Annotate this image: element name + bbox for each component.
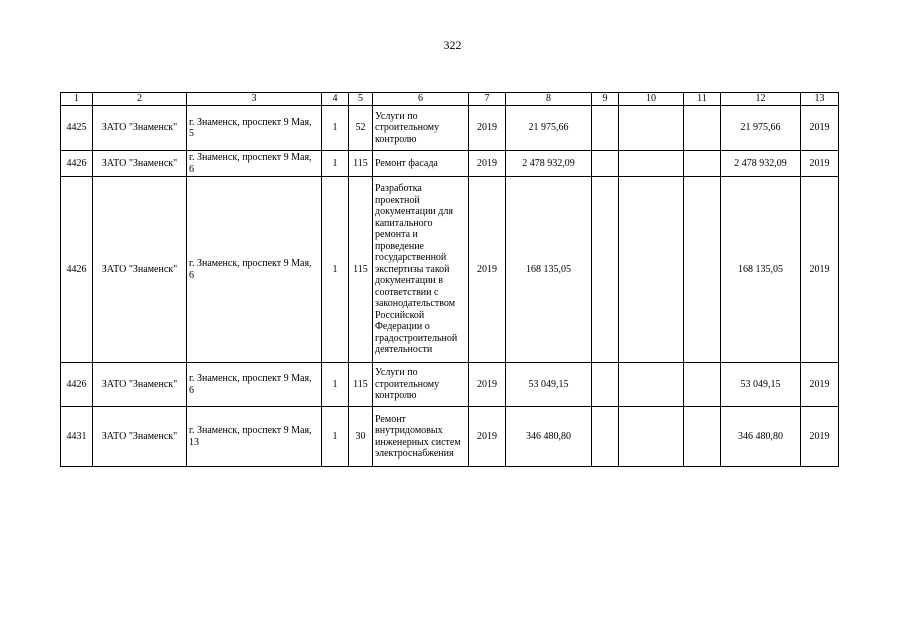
work-type: Услуги по строительному контролю — [373, 363, 469, 407]
end-year: 2019 — [801, 363, 839, 407]
municipality: ЗАТО "Знаменск" — [93, 151, 187, 177]
col-11-value — [684, 407, 721, 467]
row-number: 4425 — [61, 106, 93, 151]
work-type: Услуги по строительному контролю — [373, 106, 469, 151]
header-cell: 12 — [721, 93, 801, 106]
address: г. Знаменск, проспект 9 Мая, 6 — [187, 177, 322, 363]
header-cell: 3 — [187, 93, 322, 106]
table-row — [61, 363, 839, 407]
header-cell: 7 — [469, 93, 506, 106]
col-11-value — [684, 151, 721, 177]
row-number: 4426 — [61, 363, 93, 407]
col-4-value: 1 — [322, 407, 349, 467]
header-row — [61, 93, 839, 106]
col-11-value — [684, 177, 721, 363]
col-11-value — [684, 363, 721, 407]
col-9-value — [592, 177, 619, 363]
address: г. Знаменск, проспект 9 Мая, 6 — [187, 363, 322, 407]
year: 2019 — [469, 363, 506, 407]
address: г. Знаменск, проспект 9 Мая, 13 — [187, 407, 322, 467]
municipality: ЗАТО "Знаменск" — [93, 106, 187, 151]
col-5-value: 52 — [349, 106, 373, 151]
year: 2019 — [469, 106, 506, 151]
col-10-value — [619, 151, 684, 177]
col-5-value: 115 — [349, 363, 373, 407]
end-year: 2019 — [801, 407, 839, 467]
end-year: 2019 — [801, 151, 839, 177]
cost: 2 478 932,09 — [506, 151, 592, 177]
municipality: ЗАТО "Знаменск" — [93, 363, 187, 407]
header-cell: 8 — [506, 93, 592, 106]
col-5-value: 115 — [349, 151, 373, 177]
total-cost: 21 975,66 — [721, 106, 801, 151]
table-row — [61, 151, 839, 177]
header-cell: 2 — [93, 93, 187, 106]
col-5-value: 30 — [349, 407, 373, 467]
address: г. Знаменск, проспект 9 Мая, 6 — [187, 151, 322, 177]
total-cost: 2 478 932,09 — [721, 151, 801, 177]
col-4-value: 1 — [322, 363, 349, 407]
header-cell: 9 — [592, 93, 619, 106]
col-10-value — [619, 106, 684, 151]
col-4-value: 1 — [322, 106, 349, 151]
header-cell: 6 — [373, 93, 469, 106]
col-10-value — [619, 177, 684, 363]
table-row — [61, 177, 839, 363]
total-cost: 53 049,15 — [721, 363, 801, 407]
end-year: 2019 — [801, 177, 839, 363]
col-4-value: 1 — [322, 151, 349, 177]
table-row — [61, 407, 839, 467]
total-cost: 168 135,05 — [721, 177, 801, 363]
col-11-value — [684, 106, 721, 151]
municipality: ЗАТО "Знаменск" — [93, 407, 187, 467]
work-type: Разработка проектной документации для капитального ремонта и проведение государственной экспертизы такой документации в соответствии с законодательством Российской Федерации о градостроительной деятельности — [373, 177, 469, 363]
col-9-value — [592, 363, 619, 407]
col-4-value: 1 — [322, 177, 349, 363]
end-year: 2019 — [801, 106, 839, 151]
address: г. Знаменск, проспект 9 Мая, 5 — [187, 106, 322, 151]
page-number: 322 — [443, 38, 462, 52]
header-cell: 10 — [619, 93, 684, 106]
col-9-value — [592, 407, 619, 467]
header-cell: 1 — [61, 93, 93, 106]
year: 2019 — [469, 407, 506, 467]
work-type: Ремонт фасада — [373, 151, 469, 177]
year: 2019 — [469, 151, 506, 177]
cost: 21 975,66 — [506, 106, 592, 151]
col-10-value — [619, 407, 684, 467]
table-row — [61, 106, 839, 151]
col-10-value — [619, 363, 684, 407]
total-cost: 346 480,80 — [721, 407, 801, 467]
registry-table — [60, 92, 839, 467]
cost: 346 480,80 — [506, 407, 592, 467]
col-9-value — [592, 106, 619, 151]
row-number: 4426 — [61, 151, 93, 177]
row-number: 4431 — [61, 407, 93, 467]
row-number: 4426 — [61, 177, 93, 363]
header-cell: 5 — [349, 93, 373, 106]
cost: 53 049,15 — [506, 363, 592, 407]
header-cell: 13 — [801, 93, 839, 106]
header-cell: 4 — [322, 93, 349, 106]
col-9-value — [592, 151, 619, 177]
municipality: ЗАТО "Знаменск" — [93, 177, 187, 363]
col-5-value: 115 — [349, 177, 373, 363]
year: 2019 — [469, 177, 506, 363]
header-cell: 11 — [684, 93, 721, 106]
work-type: Ремонт внутридомовых инженерных систем электроснабжения — [373, 407, 469, 467]
cost: 168 135,05 — [506, 177, 592, 363]
